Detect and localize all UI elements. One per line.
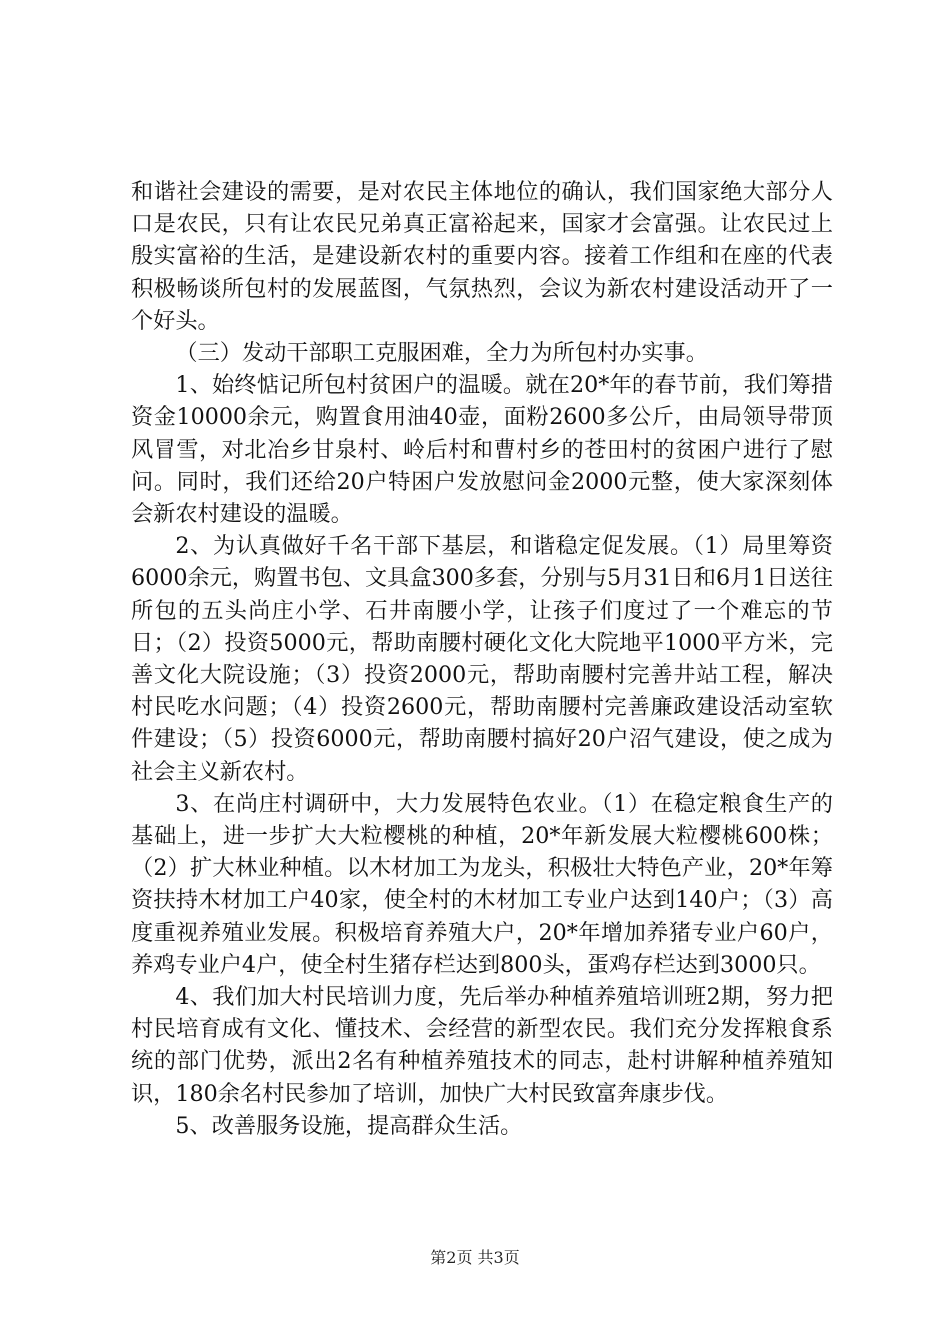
- paragraph-item-4: 4、我们加大村民培训力度，先后举办种植养殖培训班2期，努力把村民培育成有文化、懂技术、会经营的新型农民。我们充分发挥粮食系统的部门优势，派出2名有种植养殖技术的同志，赴村讲解种植养殖知识，180余名村民参加了培训，加快广大村民致富奔康步伐。: [131, 984, 833, 1107]
- paragraph-item-5: 5、改善服务设施，提高群众生活。: [175, 1112, 523, 1139]
- paragraph-item-2: 2、为认真做好千名干部下基层，和谐稳定促发展。（1）局里筹资6000余元，购置书包、文具盒300多套，分别与5月31日和6月1日送往所包的五头尚庄小学、石井南腰小学，让孩子们度过了一个难忘的节日；（2）投资5000元，帮助南腰村硬化文化大院地平1000平方米，完善文化大院设施；（3）投资2000元，帮助南腰村完善井站工程，解决村民吃水问题；（4）投资2600元，帮助南腰村完善廉政建设活动室软件建设；（5）投资6000元，帮助南腰村搞好20户沼气建设，使之成为社会主义新农村。: [131, 533, 833, 785]
- section-heading-three: （三）发动干部职工克服困难，全力为所包村办实事。: [175, 340, 708, 367]
- paragraph-item-1: 1、始终惦记所包村贫困户的温暖。就在20*年的春节前，我们筹措资金10000余元，购置食用油40壶，面粉2600多公斤，由局领导带顶风冒雪，对北冶乡甘泉村、岭后村和曹村乡的苍田村的贫困户进行了慰问。同时，我们还给20户特困户发放慰问金2000元整，使大家深刻体会新农村建设的温暖。: [131, 372, 833, 528]
- page-footer: 第2页 共3页: [430, 1248, 520, 1267]
- paragraph-item-3: 3、在尚庄村调研中，大力发展特色农业。（1）在稳定粮食生产的基础上，进一步扩大大粒樱桃的种植，20*年新发展大粒樱桃600株；（2）扩大林业种植。以木材加工为龙头，积极壮大特色产业，20*年筹资扶持木材加工户40家，使全村的木材加工专业户达到140户；（3）高度重视养殖业发展。积极培育养殖大户，20*年增加养猪专业户60户，养鸡专业户4户，使全村生猪存栏达到800头，蛋鸡存栏达到3000只。: [131, 790, 833, 978]
- document-body: [131, 176, 833, 1142]
- paragraph-continuation: 和谐社会建设的需要，是对农民主体地位的确认，我们国家绝大部分人口是农民，只有让农民兄弟真正富裕起来，国家才会富强。让农民过上殷实富裕的生活，是建设新农村的重要内容。接着工作组和在座的代表积极畅谈所包村的发展蓝图，气氛热烈，会议为新农村建设活动开了一个好头。: [131, 179, 833, 334]
